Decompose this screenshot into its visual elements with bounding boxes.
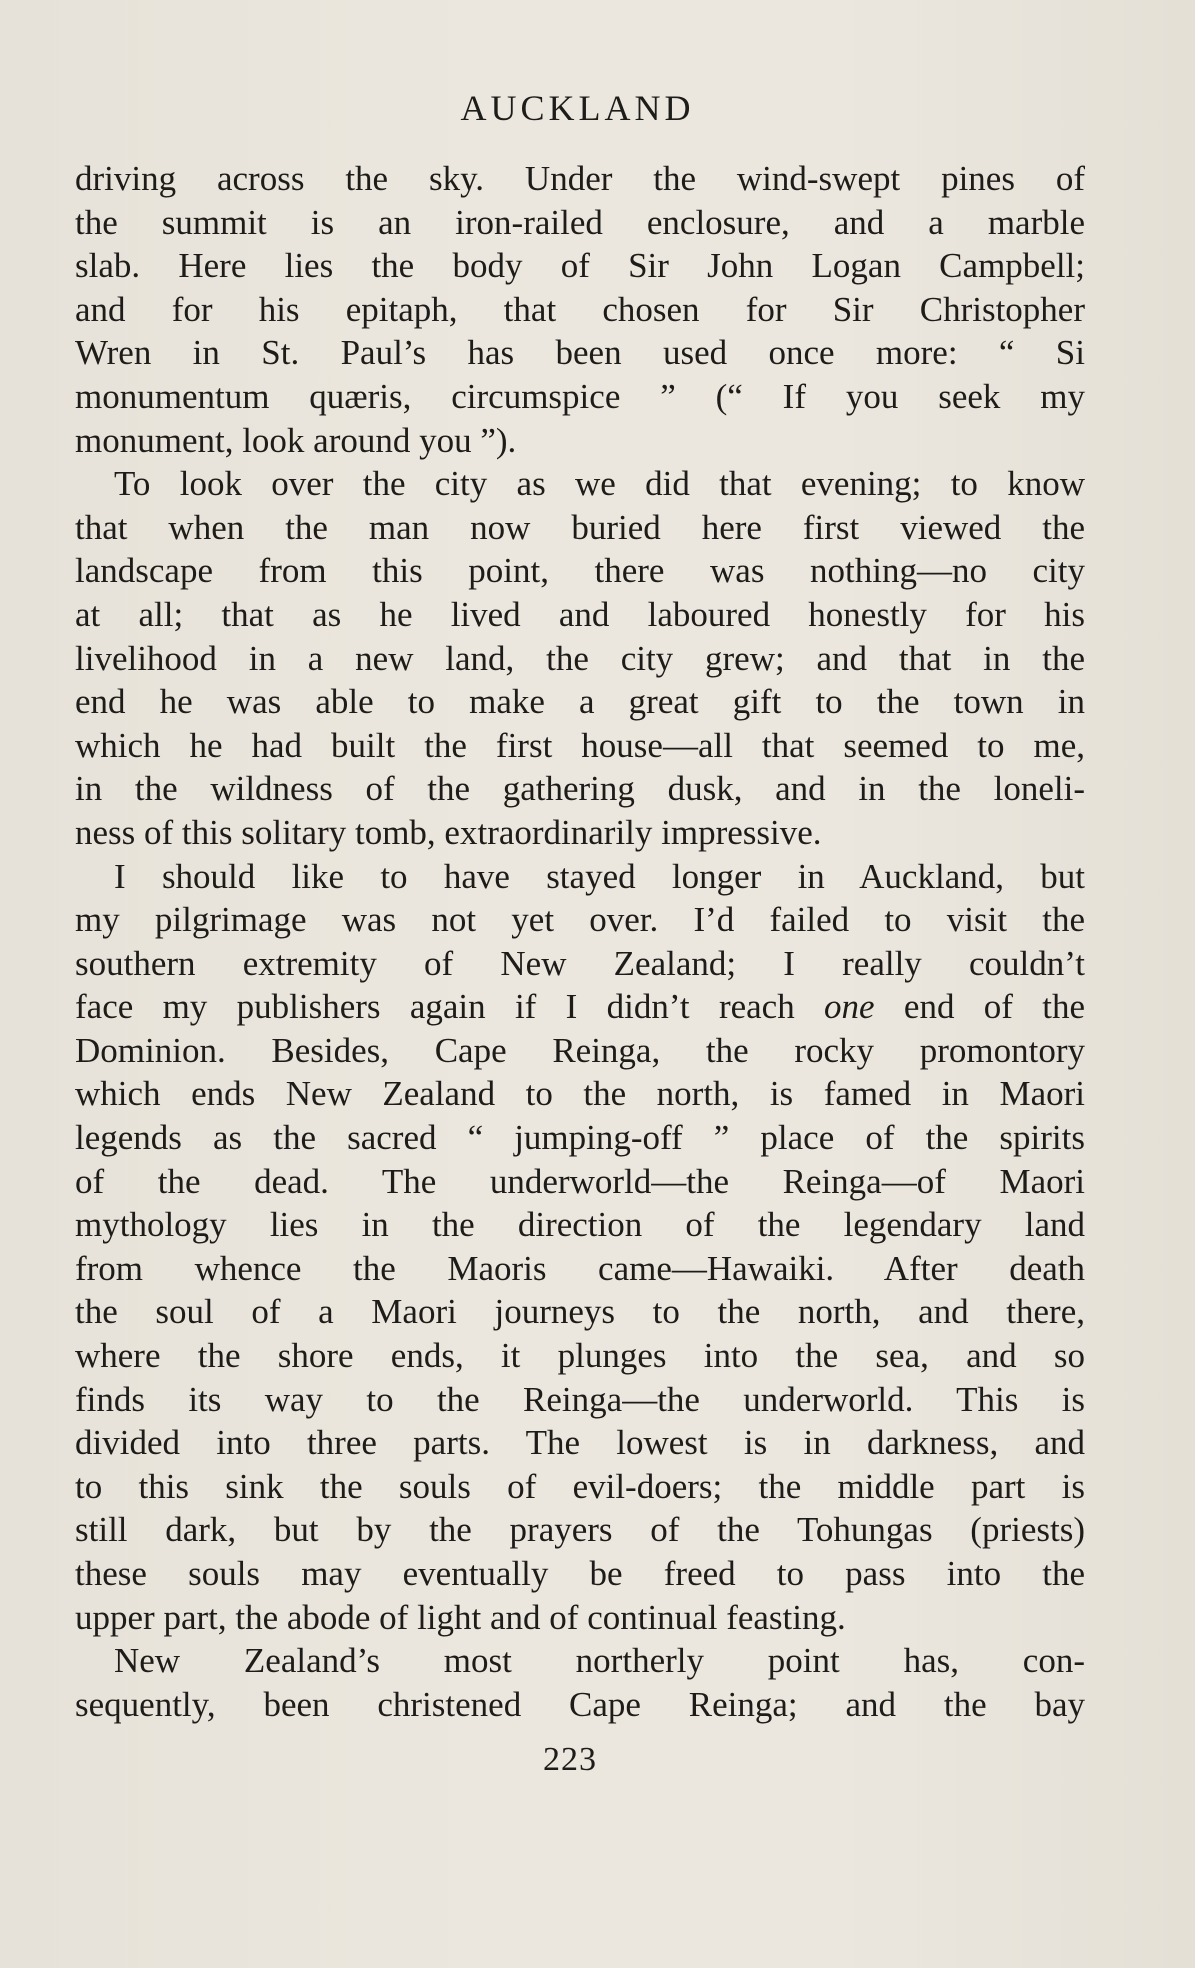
running-head: AUCKLAND [460, 88, 695, 128]
text-line: to this sink the souls of evil-doers; the middle part is [75, 1466, 1085, 1506]
text-line: still dark, but by the prayers of the Tohungas (priests) [75, 1510, 1085, 1550]
text-line: Dominion. Besides, Cape Reinga, the rocky promontory [75, 1030, 1085, 1070]
text-line: from whence the Maoris came—Hawaiki. After death [75, 1248, 1085, 1288]
text-line: which ends New Zealand to the north, is famed in Maori [75, 1074, 1085, 1114]
text-line: finds its way to the Reinga—the underworld. This is [75, 1379, 1085, 1419]
text-line: divided into three parts. The lowest is in darkness, and [75, 1423, 1085, 1463]
text-line: mythology lies in the direction of the legendary land [75, 1205, 1085, 1245]
text-line: and for his epitaph, that chosen for Sir Christopher [75, 289, 1085, 329]
text-line: sequently, been christened Cape Reinga; and the bay [75, 1684, 1085, 1724]
page-number: 223 [543, 1741, 597, 1778]
text-line: upper part, the abode of light and of continual feasting. [75, 1597, 846, 1637]
text-line: ness of this solitary tomb, extraordinarily impressive. [75, 812, 822, 852]
text-line: at all; that as he lived and laboured honestly for his [75, 594, 1085, 634]
paragraph-1 [75, 157, 1085, 462]
text-line: my pilgrimage was not yet over. I’d failed to visit the [75, 900, 1085, 940]
text-line: landscape from this point, there was nothing—no city [75, 551, 1085, 591]
text-line: monument, look around you ”). [75, 420, 517, 460]
text-line: end he was able to make a great gift to the town in [75, 682, 1085, 722]
body-text [75, 157, 1085, 1726]
text-line: southern extremity of New Zealand; I really couldn’t [75, 943, 1085, 983]
paragraph-3 [75, 855, 1085, 1640]
text-line: of the dead. The underworld—the Reinga—of Maori [75, 1161, 1085, 1201]
text-line-with-italic: face my publishers again if I didn’t reach one end of the [75, 987, 1085, 1027]
italic-word: one [824, 987, 875, 1027]
text-line: legends as the sacred “ jumping-off ” place of the spirits [75, 1118, 1085, 1158]
text-line: slab. Here lies the body of Sir John Logan Campbell; [75, 246, 1085, 286]
text-line: monumentum quæris, circumspice ” (“ If you seek my [75, 376, 1085, 416]
text-line: the summit is an iron-railed enclosure, and a marble [75, 202, 1085, 242]
paragraph-4 [75, 1639, 1085, 1726]
text-line: Wren in St. Paul’s has been used once more: “ Si [75, 333, 1085, 373]
text-line: these souls may eventually be freed to pass into the [75, 1554, 1085, 1593]
text-line: which he had built the first house—all that seemed to me, [75, 725, 1085, 765]
paragraph-2 [75, 462, 1085, 854]
text-line: New Zealand’s most northerly point has, con- [114, 1641, 1085, 1681]
text-line: To look over the city as we did that evening; to know [114, 464, 1085, 504]
text-line: where the shore ends, it plunges into the sea, and so [75, 1336, 1085, 1376]
text-line: the soul of a Maori journeys to the north, and there, [75, 1292, 1085, 1332]
text-line: driving across the sky. Under the wind-swept pines of [75, 159, 1085, 198]
text-line: that when the man now buried here first viewed the [75, 507, 1085, 547]
text-line: in the wildness of the gathering dusk, and in the loneli- [75, 769, 1085, 809]
text-line: livelihood in a new land, the city grew; and that in the [75, 638, 1085, 678]
text-line: I should like to have stayed longer in Auckland, but [114, 856, 1085, 896]
